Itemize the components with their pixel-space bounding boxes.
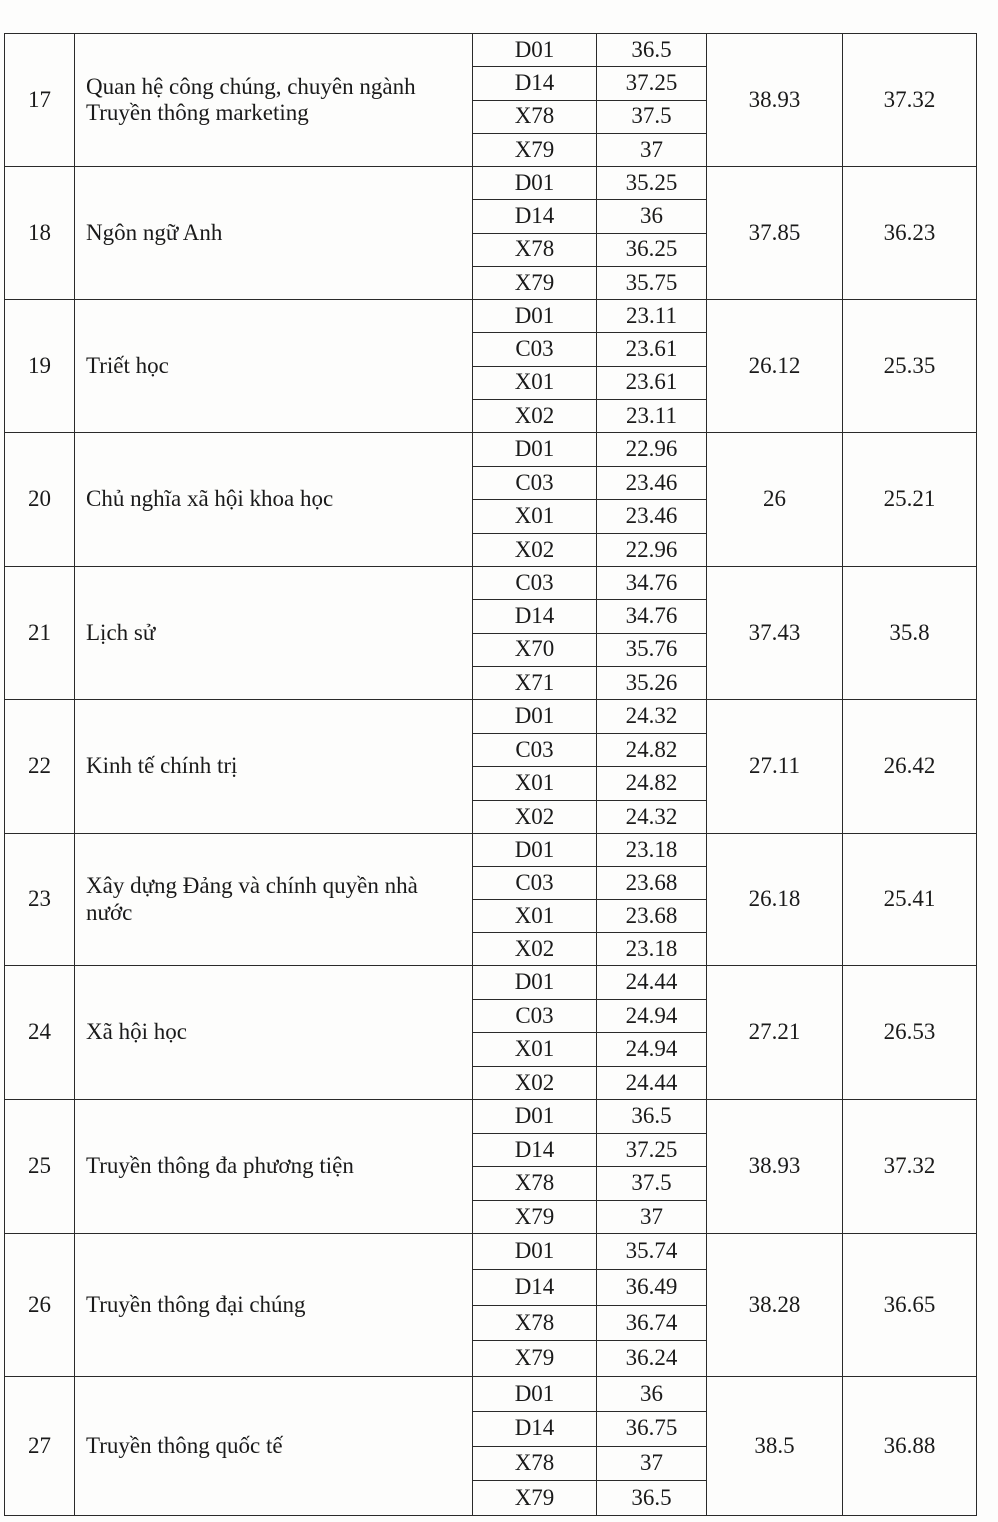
score-column-b: 36.88 bbox=[843, 1377, 977, 1516]
combination-score: 36 bbox=[597, 200, 707, 233]
combination-score: 24.44 bbox=[597, 1066, 707, 1100]
combination-score: 24.32 bbox=[597, 700, 707, 734]
score-column-b: 25.21 bbox=[843, 433, 977, 567]
subject-combination: C03 bbox=[473, 733, 597, 767]
program-name: Lịch sử bbox=[75, 567, 473, 700]
combination-score: 24.82 bbox=[597, 733, 707, 767]
combination-score: 22.96 bbox=[597, 533, 707, 567]
program-name: Triết học bbox=[75, 300, 473, 433]
subject-combination: X02 bbox=[473, 933, 597, 966]
subject-combination: C03 bbox=[473, 466, 597, 500]
subject-combination: D14 bbox=[473, 200, 597, 233]
score-column-a: 26.12 bbox=[707, 300, 843, 433]
table-row bbox=[5, 834, 977, 867]
subject-combination: C03 bbox=[473, 333, 597, 366]
score-column-b: 25.35 bbox=[843, 300, 977, 433]
program-name: Truyền thông đại chúng bbox=[75, 1234, 473, 1377]
program-name: Ngôn ngữ Anh bbox=[75, 167, 473, 300]
score-column-a: 38.28 bbox=[707, 1234, 843, 1377]
subject-combination: X78 bbox=[473, 1305, 597, 1341]
score-column-a: 38.93 bbox=[707, 34, 843, 167]
combination-score: 23.18 bbox=[597, 933, 707, 966]
subject-combination: D01 bbox=[473, 1377, 597, 1412]
program-name: Xây dựng Đảng và chính quyền nhà nước bbox=[75, 834, 473, 966]
score-column-a: 38.5 bbox=[707, 1377, 843, 1516]
combination-score: 24.82 bbox=[597, 767, 707, 801]
program-name: Chủ nghĩa xã hội khoa học bbox=[75, 433, 473, 567]
subject-combination: D01 bbox=[473, 834, 597, 867]
subject-combination: X78 bbox=[473, 233, 597, 266]
combination-score: 34.76 bbox=[597, 567, 707, 600]
combination-score: 24.44 bbox=[597, 966, 707, 1000]
row-number: 17 bbox=[5, 34, 75, 167]
subject-combination: X01 bbox=[473, 366, 597, 399]
score-column-a: 26 bbox=[707, 433, 843, 567]
admission-score-table bbox=[4, 33, 977, 1516]
subject-combination: D01 bbox=[473, 966, 597, 1000]
score-column-a: 27.11 bbox=[707, 700, 843, 834]
subject-combination: D14 bbox=[473, 1411, 597, 1446]
combination-score: 37.25 bbox=[597, 1133, 707, 1167]
combination-score: 23.46 bbox=[597, 500, 707, 534]
subject-combination: D14 bbox=[473, 67, 597, 100]
combination-score: 37.5 bbox=[597, 100, 707, 133]
subject-combination: D01 bbox=[473, 300, 597, 333]
score-column-b: 37.32 bbox=[843, 34, 977, 167]
row-number: 20 bbox=[5, 433, 75, 567]
subject-combination: X02 bbox=[473, 399, 597, 432]
combination-score: 23.11 bbox=[597, 399, 707, 432]
program-name: Xã hội học bbox=[75, 966, 473, 1100]
score-column-b: 35.8 bbox=[843, 567, 977, 700]
combination-score: 23.61 bbox=[597, 366, 707, 399]
row-number: 18 bbox=[5, 167, 75, 300]
row-number: 21 bbox=[5, 567, 75, 700]
program-name: Truyền thông đa phương tiện bbox=[75, 1100, 473, 1234]
combination-score: 36.75 bbox=[597, 1411, 707, 1446]
score-column-b: 36.23 bbox=[843, 167, 977, 300]
combination-score: 23.68 bbox=[597, 900, 707, 933]
table-row bbox=[5, 1100, 977, 1134]
table-row bbox=[5, 966, 977, 1000]
table-row bbox=[5, 433, 977, 467]
subject-combination: D01 bbox=[473, 433, 597, 467]
subject-combination: X79 bbox=[473, 1200, 597, 1234]
subject-combination: X02 bbox=[473, 533, 597, 567]
subject-combination: X78 bbox=[473, 1167, 597, 1201]
subject-combination: X79 bbox=[473, 1341, 597, 1377]
subject-combination: X01 bbox=[473, 1033, 597, 1067]
combination-score: 35.74 bbox=[597, 1234, 707, 1270]
subject-combination: X78 bbox=[473, 100, 597, 133]
combination-score: 37 bbox=[597, 133, 707, 166]
combination-score: 23.61 bbox=[597, 333, 707, 366]
combination-score: 24.32 bbox=[597, 800, 707, 834]
subject-combination: D01 bbox=[473, 1100, 597, 1134]
subject-combination: D01 bbox=[473, 34, 597, 67]
table-row bbox=[5, 34, 977, 67]
combination-score: 35.75 bbox=[597, 266, 707, 299]
subject-combination: X79 bbox=[473, 266, 597, 299]
subject-combination: X02 bbox=[473, 800, 597, 834]
combination-score: 23.18 bbox=[597, 834, 707, 867]
combination-score: 36 bbox=[597, 1377, 707, 1412]
combination-score: 24.94 bbox=[597, 999, 707, 1033]
combination-score: 35.76 bbox=[597, 633, 707, 666]
score-column-a: 37.85 bbox=[707, 167, 843, 300]
row-number: 27 bbox=[5, 1377, 75, 1516]
subject-combination: X01 bbox=[473, 767, 597, 801]
subject-combination: C03 bbox=[473, 567, 597, 600]
table-body bbox=[5, 34, 977, 1516]
subject-combination: C03 bbox=[473, 867, 597, 900]
combination-score: 37 bbox=[597, 1446, 707, 1481]
combination-score: 23.68 bbox=[597, 867, 707, 900]
subject-combination: X70 bbox=[473, 633, 597, 666]
combination-score: 35.26 bbox=[597, 666, 707, 699]
combination-score: 36.24 bbox=[597, 1341, 707, 1377]
score-column-b: 37.32 bbox=[843, 1100, 977, 1234]
table-row bbox=[5, 300, 977, 333]
subject-combination: X79 bbox=[473, 133, 597, 166]
subject-combination: D01 bbox=[473, 167, 597, 200]
combination-score: 36.5 bbox=[597, 1100, 707, 1134]
row-number: 25 bbox=[5, 1100, 75, 1234]
program-name: Quan hệ công chúng, chuyên ngành Truyền thông marketing bbox=[75, 34, 473, 167]
score-column-a: 26.18 bbox=[707, 834, 843, 966]
row-number: 24 bbox=[5, 966, 75, 1100]
subject-combination: D14 bbox=[473, 1133, 597, 1167]
score-column-a: 38.93 bbox=[707, 1100, 843, 1234]
combination-score: 34.76 bbox=[597, 600, 707, 633]
table-row bbox=[5, 700, 977, 734]
score-column-a: 27.21 bbox=[707, 966, 843, 1100]
score-column-b: 25.41 bbox=[843, 834, 977, 966]
subject-combination: X02 bbox=[473, 1066, 597, 1100]
row-number: 23 bbox=[5, 834, 75, 966]
subject-combination: X71 bbox=[473, 666, 597, 699]
subject-combination: X78 bbox=[473, 1446, 597, 1481]
subject-combination: D14 bbox=[473, 1269, 597, 1305]
score-column-b: 26.42 bbox=[843, 700, 977, 834]
program-name: Truyền thông quốc tế bbox=[75, 1377, 473, 1516]
subject-combination: D01 bbox=[473, 700, 597, 734]
subject-combination: X01 bbox=[473, 900, 597, 933]
combination-score: 36.5 bbox=[597, 1481, 707, 1516]
combination-score: 23.46 bbox=[597, 466, 707, 500]
combination-score: 36.74 bbox=[597, 1305, 707, 1341]
score-column-a: 37.43 bbox=[707, 567, 843, 700]
combination-score: 22.96 bbox=[597, 433, 707, 467]
score-column-b: 26.53 bbox=[843, 966, 977, 1100]
combination-score: 36.25 bbox=[597, 233, 707, 266]
combination-score: 37 bbox=[597, 1200, 707, 1234]
combination-score: 37.25 bbox=[597, 67, 707, 100]
combination-score: 36.49 bbox=[597, 1269, 707, 1305]
program-name: Kinh tế chính trị bbox=[75, 700, 473, 834]
table-row bbox=[5, 1377, 977, 1412]
subject-combination: C03 bbox=[473, 999, 597, 1033]
combination-score: 35.25 bbox=[597, 167, 707, 200]
combination-score: 23.11 bbox=[597, 300, 707, 333]
subject-combination: X01 bbox=[473, 500, 597, 534]
score-column-b: 36.65 bbox=[843, 1234, 977, 1377]
combination-score: 24.94 bbox=[597, 1033, 707, 1067]
table-row bbox=[5, 1234, 977, 1270]
row-number: 19 bbox=[5, 300, 75, 433]
table-row bbox=[5, 567, 977, 600]
row-number: 26 bbox=[5, 1234, 75, 1377]
subject-combination: X79 bbox=[473, 1481, 597, 1516]
subject-combination: D01 bbox=[473, 1234, 597, 1270]
combination-score: 37.5 bbox=[597, 1167, 707, 1201]
table-row bbox=[5, 167, 977, 200]
row-number: 22 bbox=[5, 700, 75, 834]
subject-combination: D14 bbox=[473, 600, 597, 633]
combination-score: 36.5 bbox=[597, 34, 707, 67]
